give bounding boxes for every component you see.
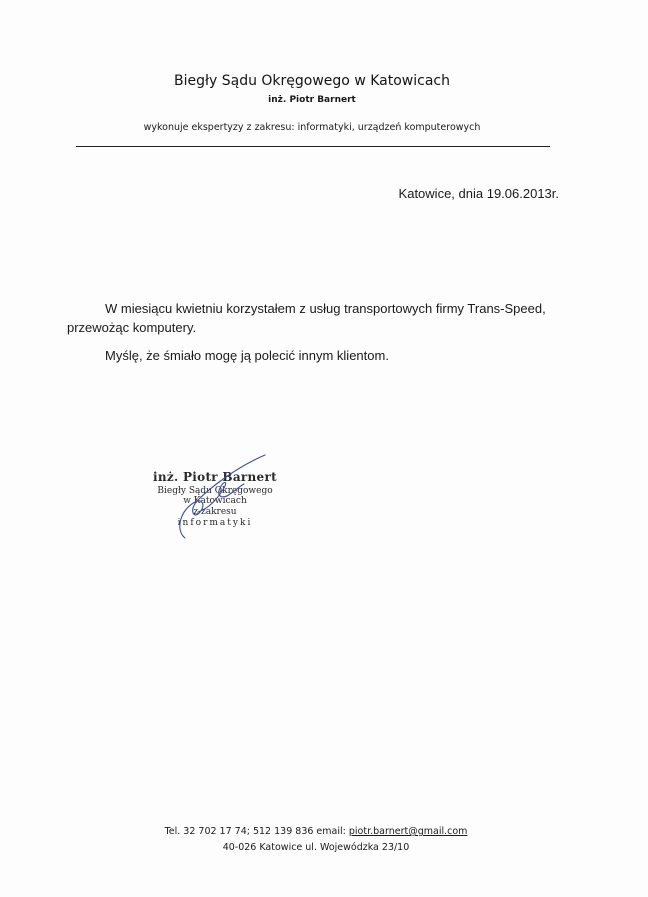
paragraph-1 — [67, 299, 557, 337]
footer-email-link[interactable]: piotr.barnert@gmail.com — [348, 826, 468, 837]
footer-contact — [0, 826, 632, 837]
stamp-city: w Katowicach — [183, 496, 247, 506]
stamp-scope: informatyki — [177, 518, 253, 528]
footer-address: 40-026 Katowice ul. Wojewódzka 23/10 — [222, 842, 410, 853]
letterhead-divider — [76, 146, 550, 147]
stamp-scope-label: z zakresu — [193, 507, 237, 517]
letterhead-scope: wykonuje ekspertyzy z zakresu: informatyki, urządzeń komputerowych — [143, 122, 481, 133]
letterhead-name: inż. Piotr Barnert — [268, 95, 356, 105]
date-line: Katowice, dnia 19.06.2013r. — [398, 186, 559, 201]
handwritten-signature — [140, 450, 280, 550]
stamp-title: Biegły Sądu Okręgowego — [157, 486, 273, 496]
paragraph-1-line-1: W miesiącu kwietniu korzystałem z usług transportowych firmy Trans-Speed, — [105, 301, 546, 316]
paragraph-1-line-2: przewożąc komputery. — [67, 320, 197, 335]
stamp-name: inż. Piotr Barnert — [153, 470, 277, 484]
footer-phone: Tel. 32 702 17 74; 512 139 836 email: — [164, 826, 349, 837]
paragraph-2 — [67, 346, 557, 365]
paragraph-2-text: Myślę, że śmiało mogę ją polecić innym klientom. — [105, 348, 389, 363]
letterhead-title: Biegły Sądu Okręgowego w Katowicach — [174, 73, 450, 89]
